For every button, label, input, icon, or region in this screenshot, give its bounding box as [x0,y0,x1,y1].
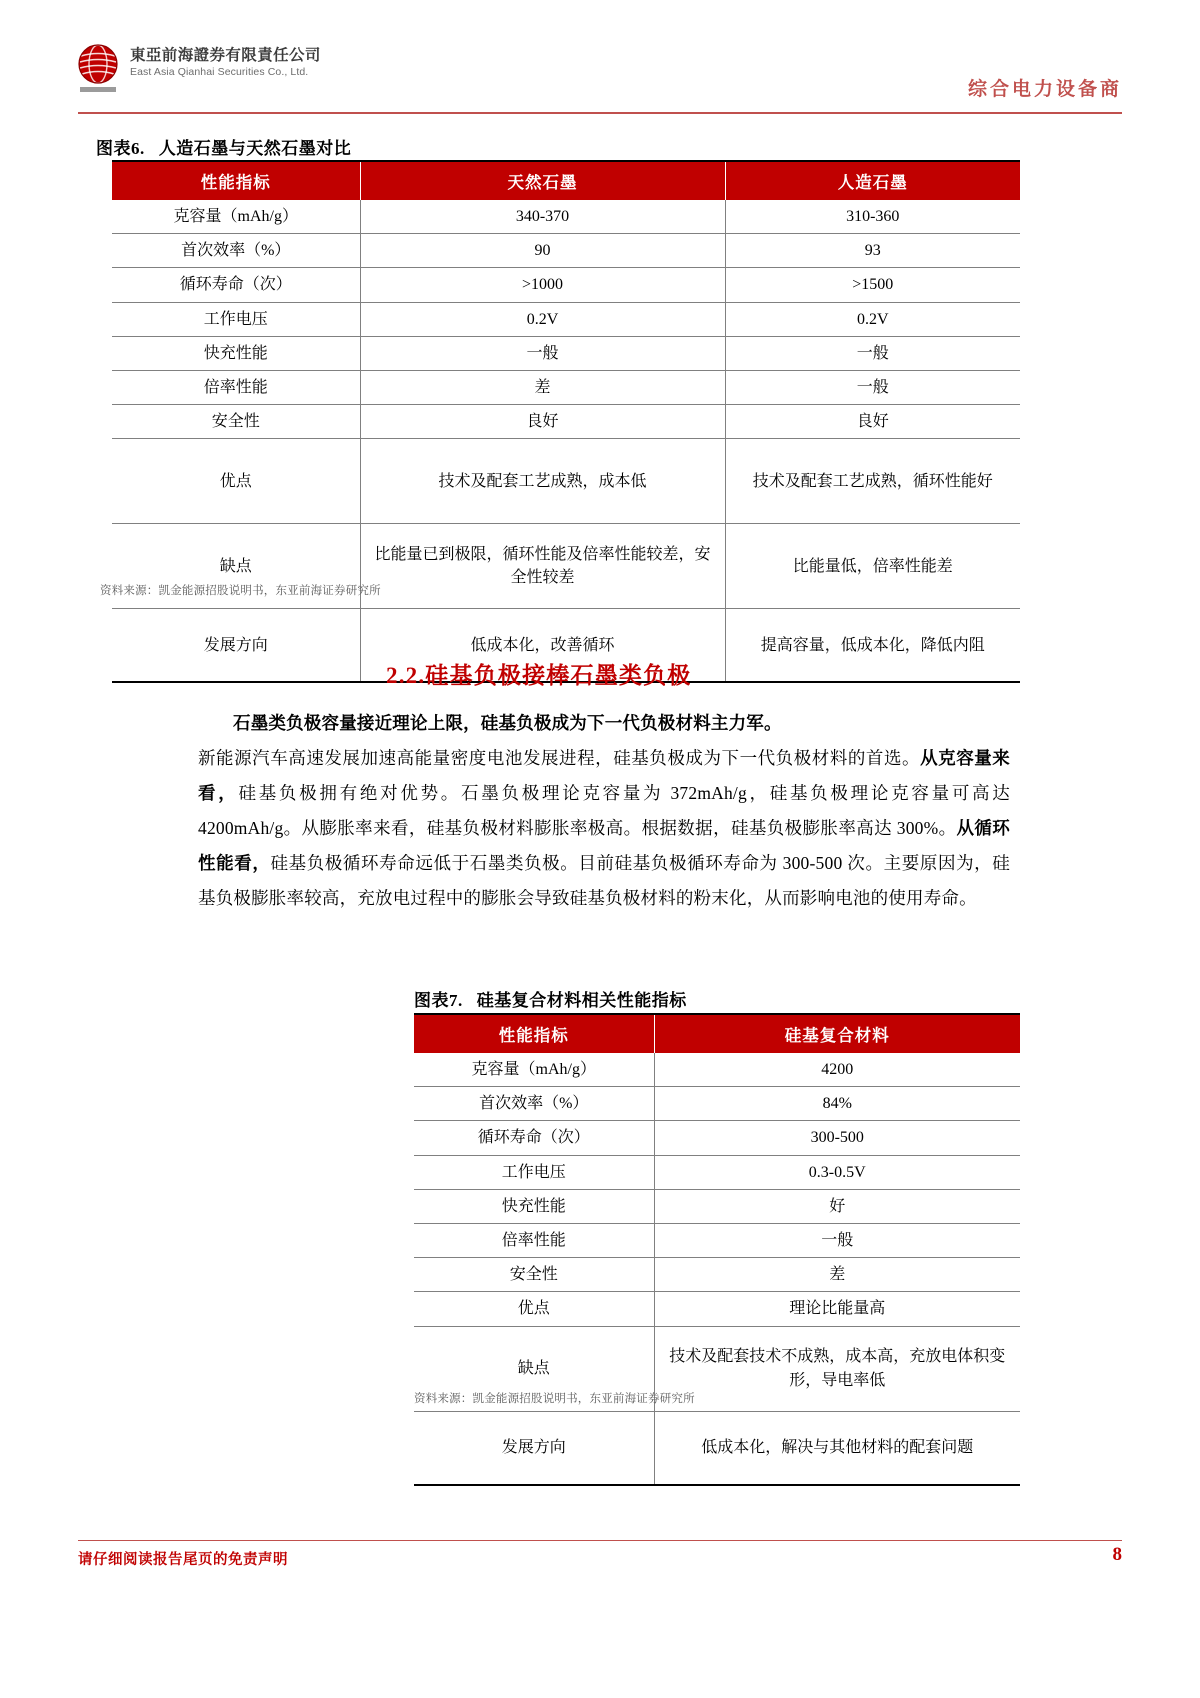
cell-artificial-graphite: 技术及配套工艺成熟，循环性能好 [725,439,1020,524]
row-label: 安全性 [112,405,360,439]
col-header-silicon-composite: 硅基复合材料 [654,1014,1020,1053]
cell-natural-graphite: >1000 [360,268,725,302]
exhibit6-title [96,134,351,159]
table-row [414,1223,1020,1257]
cell-natural-graphite: 比能量已到极限，循环性能及倍率性能较差，安全性较差 [360,524,725,609]
row-label: 快充性能 [414,1189,654,1223]
cell-natural-graphite: 一般 [360,336,725,370]
cell-natural-graphite: 良好 [360,405,725,439]
table-row [414,1292,1020,1326]
cell-silicon-composite: 好 [654,1189,1020,1223]
footer-divider [78,1540,1122,1541]
cell-silicon-composite: 300-500 [654,1121,1020,1155]
cell-artificial-graphite: >1500 [725,268,1020,302]
exhibit6-number: 图表6. [96,139,145,158]
col-header-artificial-graphite: 人造石墨 [725,161,1020,200]
row-label: 发展方向 [414,1411,654,1485]
cell-natural-graphite: 90 [360,234,725,268]
cell-silicon-composite: 0.3-0.5V [654,1155,1020,1189]
cell-silicon-composite: 4200 [654,1053,1020,1087]
cell-natural-graphite: 技术及配套工艺成熟，成本低 [360,439,725,524]
body-text-a: 新能源汽车高速发展加速高能量密度电池发展进程，硅基负极成为下一代负极材料的首选。 [198,748,921,768]
table-row [414,1411,1020,1485]
row-label: 缺点 [112,524,360,609]
row-label: 倍率性能 [414,1223,654,1257]
row-label: 工作电压 [112,302,360,336]
table-row [112,234,1020,268]
cell-artificial-graphite: 比能量低，倍率性能差 [725,524,1020,609]
exhibit7-table-wrap [414,1013,1020,1486]
header-topic-label: 综合电力设备商 [967,79,1122,100]
cell-silicon-composite: 84% [654,1087,1020,1121]
brand-text [130,47,321,81]
exhibit7-caption: 硅基复合材料相关性能指标 [476,991,687,1010]
exhibit6-source: 资料来源：凯金能源招股说明书，东亚前海证券研究所 [100,585,381,597]
exhibit7-table [414,1013,1020,1486]
sunburst-logo-icon [78,44,118,84]
table-row [112,405,1020,439]
row-label: 克容量（mAh/g） [112,200,360,234]
exhibit6-table [112,160,1020,683]
cell-natural-graphite: 0.2V [360,302,725,336]
row-label: 首次效率（%） [414,1087,654,1121]
exhibit6-table-wrap [112,160,1020,683]
table-row [414,1121,1020,1155]
table-header-row [414,1014,1020,1053]
table-row [112,370,1020,404]
body-text-e: 硅基负极循环寿命远低于石墨类负极。目前硅基负极循环寿命为 300-500 次。主要原因为，硅基负极膨胀率较高，充放电过程中的膨胀会导致硅基负极材料的粉末化，从而影响电池的使用寿命。 [198,853,1010,908]
row-label: 克容量（mAh/g） [414,1053,654,1087]
cell-silicon-composite: 技术及配套技术不成熟，成本高，充放电体积变形，导电率低 [654,1326,1020,1411]
exhibit7-title [414,986,687,1011]
exhibit7-source: 资料来源：凯金能源招股说明书，东亚前海证券研究所 [414,1393,695,1405]
body-text-d: 从循环性能看， [198,818,1010,873]
col-header-metric: 性能指标 [414,1014,654,1053]
table-header-row [112,161,1020,200]
table-row [112,439,1020,524]
row-label: 发展方向 [112,609,360,683]
page-number: 8 [1112,1544,1122,1565]
table-row [414,1258,1020,1292]
row-label: 优点 [414,1292,654,1326]
cell-artificial-graphite: 310-360 [725,200,1020,234]
body-paragraph [198,706,1010,916]
row-label: 优点 [112,439,360,524]
cell-artificial-graphite: 93 [725,234,1020,268]
cell-artificial-graphite: 提高容量，低成本化，降低内阻 [760,636,985,654]
cell-natural-graphite: 差 [360,370,725,404]
exhibit6-caption: 人造石墨与天然石墨对比 [158,139,352,158]
body-text-b: 从克容量来看， [198,748,1011,803]
row-label: 安全性 [414,1258,654,1292]
row-label: 缺点 [414,1326,654,1411]
cell-silicon-composite: 低成本化，解决与其他材料的配套问题 [701,1438,974,1456]
row-label: 首次效率（%） [112,234,360,268]
cell-silicon-composite: 一般 [654,1223,1020,1257]
col-header-metric: 性能指标 [112,161,360,200]
row-label: 工作电压 [414,1155,654,1189]
cell-silicon-composite: 差 [654,1258,1020,1292]
footer-disclaimer: 请仔细阅读报告尾页的免责声明 [78,1552,288,1568]
table-row [112,200,1020,234]
brand-block [78,44,321,84]
logo-underbar [80,87,116,92]
body-lead-sentence: 石墨类负极容量接近理论上限，硅基负极成为下一代负极材料主力军。 [233,713,782,733]
row-label: 循环寿命（次） [112,268,360,302]
header-divider [78,112,1122,114]
cell-artificial-graphite: 一般 [725,370,1020,404]
row-label: 倍率性能 [112,370,360,404]
brand-name-en: East Asia Qianhai Securities Co., Ltd. [130,66,309,79]
table-row [112,336,1020,370]
cell-artificial-graphite: 0.2V [725,302,1020,336]
cell-silicon-composite: 理论比能量高 [654,1292,1020,1326]
page-header [78,44,1122,106]
table-row [112,302,1020,336]
exhibit7-number: 图表7. [414,991,463,1010]
table-row [414,1053,1020,1087]
row-label: 快充性能 [112,336,360,370]
table-row [112,268,1020,302]
body-text-c: 硅基负极拥有绝对优势。石墨负极理论克容量为 372mAh/g，硅基负极理论克容量可高达 4200mAh/g。从膨胀率来看，硅基负极材料膨胀率极高。根据数据，硅基负极膨胀率高达 300%。 [198,783,1010,838]
cell-natural-graphite: 低成本化，改善循环 [360,609,725,683]
cell-artificial-graphite: 良好 [725,405,1020,439]
section-heading-2-2: 2.2.硅基负极接棒石墨类负极 [386,663,692,688]
brand-name-cn: 東亞前海證券有限責任公司 [130,46,321,64]
cell-artificial-graphite: 一般 [725,336,1020,370]
table-row [414,1087,1020,1121]
col-header-natural-graphite: 天然石墨 [360,161,725,200]
table-row [414,1155,1020,1189]
cell-natural-graphite: 340-370 [360,200,725,234]
table-row [414,1189,1020,1223]
row-label: 循环寿命（次） [414,1121,654,1155]
